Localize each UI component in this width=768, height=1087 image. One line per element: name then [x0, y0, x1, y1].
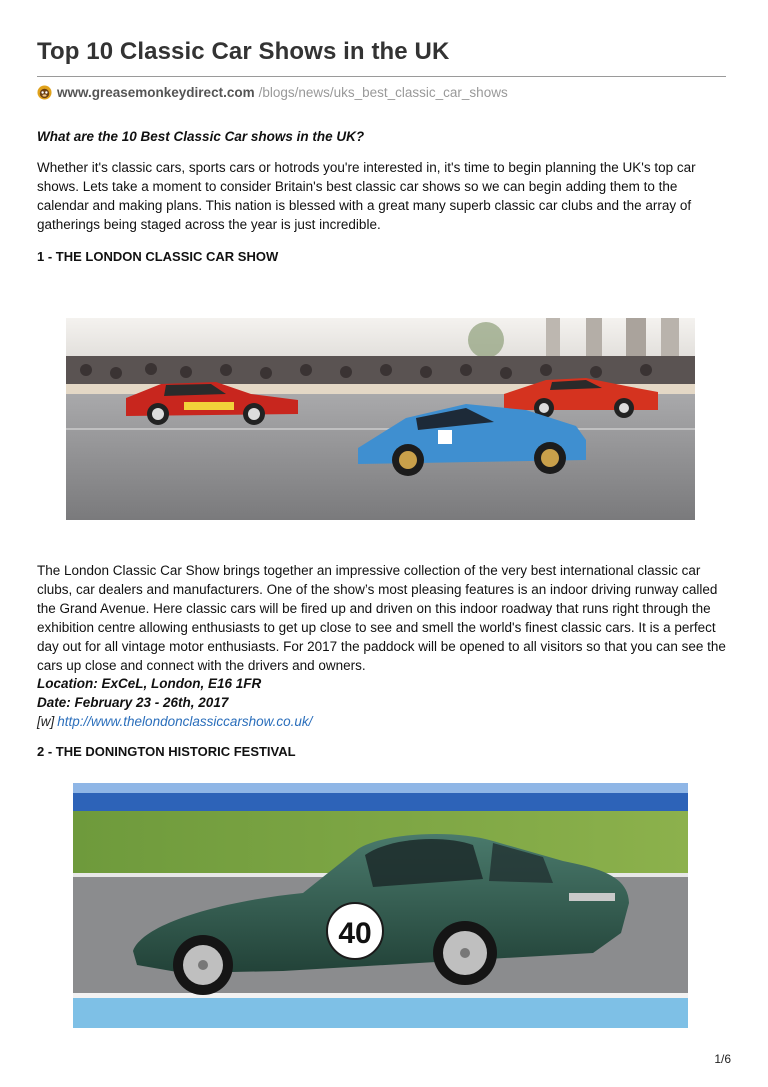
source-path[interactable]: /blogs/news/uks_best_classic_car_shows: [258, 85, 508, 100]
section-heading-1: 1 - THE LONDON CLASSIC CAR SHOW: [37, 249, 279, 264]
title-divider: [37, 76, 726, 77]
section-1-body: The London Classic Car Show brings together an impressive collection of the very best international classic car clubs, car dealers and manufacturers. One of the show’s most pleasing features is an indoor driving runway called the Grand Avenue. Here classic cars will be fired up and driven on this indoor roadway that runs right through the exhibition centre allowing enthusiasts to get up close to see and smell the world's finest classic cars. It is a perfect day out for all vintage motor enthusiasts. For 2017 the paddock will be opened to all visitors so that you can see the cars up close and connect with the drivers and owners.: [37, 563, 726, 673]
section-1-date: Date: February 23 - 26th, 2017: [37, 695, 229, 710]
section-1-website: [37, 712, 312, 731]
section-heading-2: 2 - THE DONINGTON HISTORIC FESTIVAL: [37, 744, 296, 759]
london-classic-car-show-link[interactable]: http://www.thelondonclassiccarshow.co.uk/: [57, 714, 313, 729]
monkey-logo-icon: [37, 85, 52, 100]
car-number-label: 40: [338, 917, 372, 950]
lead-question: What are the 10 Best Classic Car shows in the UK?: [37, 129, 365, 144]
london-classic-car-show-photo: [66, 318, 695, 520]
source-domain[interactable]: www.greasemonkeydirect.com: [57, 85, 255, 100]
intro-paragraph: Whether it's classic cars, sports cars or hotrods you're interested in, it's time to begin planning the UK's top car shows. Lets take a moment to consider Britain's best classic car shows so we can begin adding them to the calendar and making plans. This nation is blessed with a great many superb classic car clubs and the array of gatherings being staged across the year is just incredible.: [37, 160, 696, 232]
page-title: Top 10 Classic Car Shows in the UK: [37, 38, 450, 65]
page-number: 1/6: [714, 1052, 731, 1066]
donington-historic-festival-photo: [73, 783, 688, 1028]
website-prefix: [w]: [37, 714, 55, 729]
source-line: [37, 85, 508, 100]
section-1-location: Location: ExCeL, London, E16 1FR: [37, 676, 262, 691]
